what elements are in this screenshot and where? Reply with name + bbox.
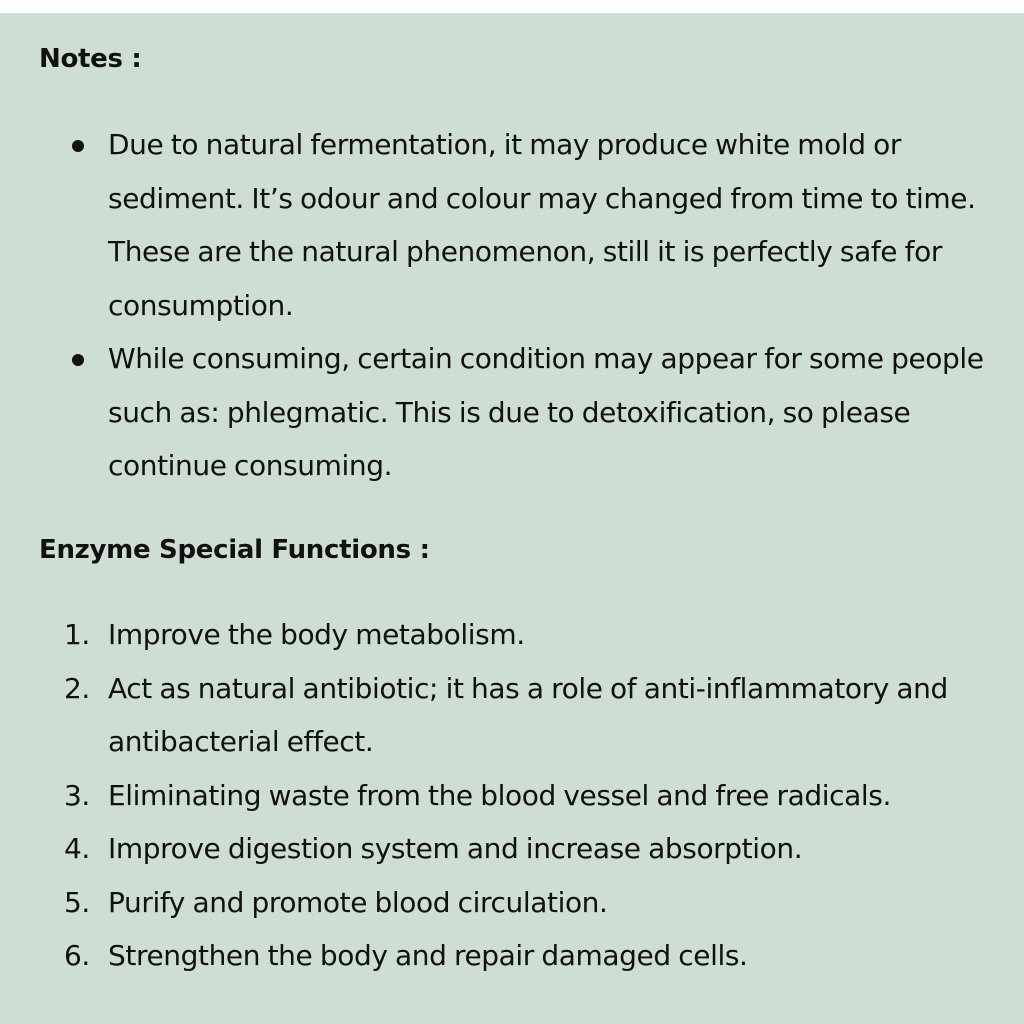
list-item	[0, 608, 1024, 662]
bullet-icon	[72, 140, 84, 152]
function-text: Strengthen the body and repair damaged cells.	[108, 939, 748, 972]
list-item	[0, 769, 1024, 823]
list-item	[0, 662, 1024, 769]
function-text: Act as natural antibiotic; it has a role of anti-inflammatory and antibacterial effect.	[108, 671, 948, 758]
function-text: Purify and promote blood circulation.	[108, 885, 608, 919]
item-number: 1.	[64, 618, 90, 651]
notes-heading: Notes :	[39, 44, 142, 74]
note-text: Due to natural fermentation, it may produce white mold or sediment. It’s odour and colour may changed from time to time. These are the natural phenomenon, still it is perfectly safe for consumption.	[108, 128, 976, 322]
item-number: 5.	[64, 885, 90, 919]
content-panel	[0, 13, 1024, 1024]
function-text: Improve the body metabolism.	[108, 618, 525, 651]
function-text: Eliminating waste from the blood vessel and free radicals.	[108, 778, 891, 812]
list-item	[0, 929, 1024, 983]
item-number: 3.	[64, 778, 90, 812]
bullet-icon	[72, 354, 84, 366]
notes-list	[0, 118, 1024, 493]
item-number: 2.	[64, 671, 90, 705]
list-item	[0, 876, 1024, 930]
functions-list	[0, 608, 1024, 983]
list-item	[0, 332, 1024, 493]
list-item	[0, 118, 1024, 332]
function-text: Improve digestion system and increase absorption.	[108, 832, 803, 865]
item-number: 4.	[64, 832, 90, 865]
list-item	[0, 822, 1024, 876]
functions-heading: Enzyme Special Functions :	[39, 535, 430, 565]
note-text: While consuming, certain condition may appear for some people such as: phlegmatic. This is due to detoxification, so please continue consuming.	[108, 342, 984, 482]
item-number: 6.	[64, 939, 90, 972]
